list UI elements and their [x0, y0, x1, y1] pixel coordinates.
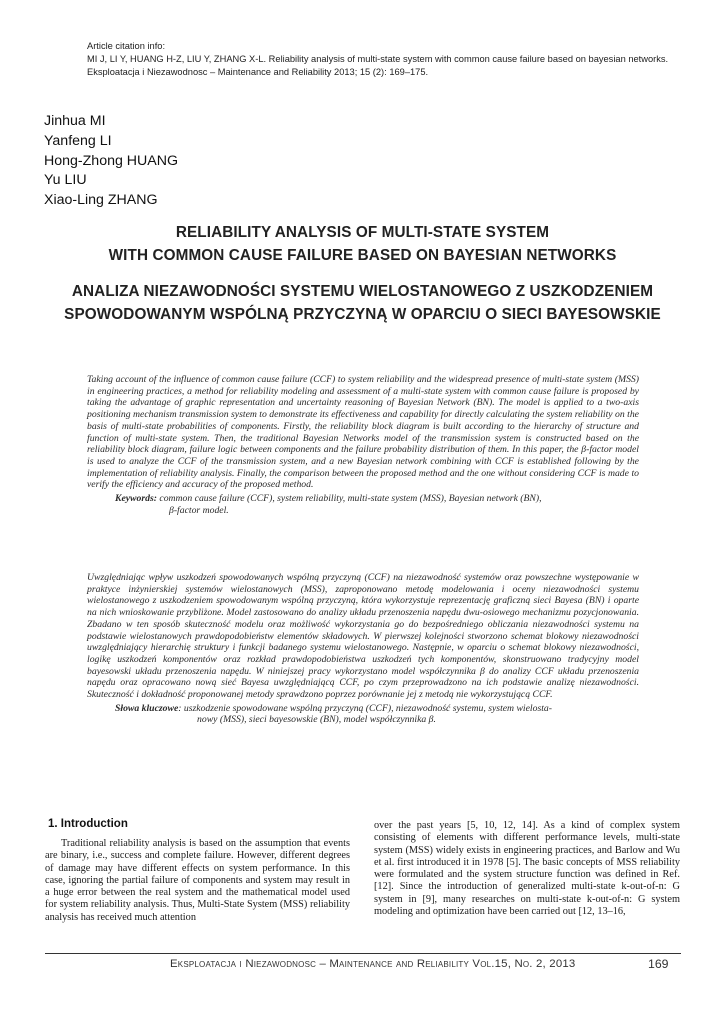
keywords-label: Keywords:	[115, 493, 157, 505]
author: Yu LIU	[44, 172, 87, 189]
title-english	[20, 222, 705, 268]
introduction-paragraph-left: Traditional reliability analysis is based on the assumption that events are binary, i.e., success and complete failure. However, different degrees of damage may have different effects on system performance. In this case, ignoring the partial failure of components and system may result in a huge error between the real system and the mathematical model used for system reliability analysis. Thus, Multi-State System (MSS) reliability analysis has received much attention	[45, 838, 350, 923]
citation-label: Article citation info:	[87, 41, 166, 51]
title-polish-line-1: ANALIZA NIEZAWODNOŚCI SYSTEMU WIELOSTANOWEGO Z USZKODZENIEM	[71, 283, 654, 300]
body-column-right	[374, 820, 680, 918]
keywords-polish-line-1: : uszkodzenie spowodowane wspólną przyczyną (CCF), niezawodność systemu, system wielosta-	[178, 702, 552, 714]
citation-line-1: MI J, LI Y, HUANG H-Z, LIU Y, ZHANG X-L. Reliability analysis of multi-state system with common cause failure based on bayesian networks.	[87, 53, 669, 64]
footer-divider	[45, 953, 681, 954]
keywords-polish	[87, 703, 639, 726]
title-polish-line-2: SPOWODOWANYM WSPÓLNĄ PRZYCZYNĄ W OPARCIU O SIECI BAYESOWSKIE	[64, 305, 661, 323]
abstract-polish	[87, 572, 639, 726]
title-english-line-1: RELIABILITY ANALYSIS OF MULTI-STATE SYSTEM	[175, 224, 550, 241]
author: Hong-Zhong HUANG	[44, 152, 179, 169]
footer-journal-name: Eksploatacja i Niezawodnosc – Maintenance and Reliability Vol.15, No. 2, 2013	[170, 958, 576, 970]
body-column-left	[45, 838, 350, 924]
citation-line-2: Eksploatacja i Niezawodnosc – Maintenance and Reliability 2013; 15 (2): 169–175.	[87, 66, 429, 77]
introduction-paragraph-right: over the past years [5, 10, 12, 14]. As a kind of complex system consisting of elements with different performance levels, multi-state system (MSS) widely exists in engineering practices, and Barlow and Wu et al. first introduced it in 1978 [5]. The basic concepts of MSS reliability were formulated and the system structure function was defined in Ref. [12]. Since the introduction of generalized multi-state k-out-of-n: G system in [9], many researches on multi-state k-out-of-n: G system modeling and optimization have been carried out [12, 13–16,	[374, 820, 680, 918]
article-citation	[87, 40, 687, 78]
author: Yanfeng LI	[44, 132, 112, 149]
abstract-english-text: Taking account of the influence of common cause failure (CCF) to system reliability and the widespread presence of multi-state system (MSS) in engineering practices, a method for reliability modeling and assessment of a multi-state system with common cause failure is proposed by taking the advantage of graphic representation and uncertainty reasoning of Bayesian Network (BN). The model is applied to a two-axis positioning mechanism transmission system to demonstrate its effectiveness and capability for directly calculating the system reliability on the basis of multi-state probabilities of components. Firstly, the reliability block diagram is built according to the hierarchy of structure and function of multi-state system. Then, the traditional Bayesian Networks model of the transmission system is constructed based on the reliability block diagram, failure logic between components and the failure probability distribution of them. In this paper, the β-factor model is used to analyze the CCF of the transmission system, and a new Bayesian network combining with CCF is established following by the implementation of reliability analysis. Finally, the comparison between the proposed method and the one without considering CCF is made to verify the efficiency and accuracy of the proposed method.	[87, 374, 639, 491]
footer-page-number: 169	[648, 957, 669, 971]
author: Jinhua MI	[44, 113, 106, 129]
author-list	[44, 112, 178, 211]
title-english-line-2: WITH COMMON CAUSE FAILURE BASED ON BAYESIAN NETWORKS	[108, 246, 617, 264]
keywords-english-line-1: common cause failure (CCF), system reliability, multi-state system (MSS), Bayesian network (BN),	[159, 493, 542, 505]
abstract-polish-text: Uwzględniając wpływ uszkodzeń spowodowanych wspólną przyczyną (CCF) na niezawodność systemów oraz powszechne występowanie w praktyce inżynierskiej systemów wielostanowych (MSS), zaproponowano metodę modelowania i oceny niezawodności systemu wielostanowego z uszkodzeniem spowodowanym wspólną przyczyną, która wykorzystuje reprezentację graficzną sieci Bayesa (BN) i oparte na nich wnioskowanie przybliżone. Model zastosowano do analizy układu przenoszenia napędu dwu-osiowego mechanizmu pozycjonowania. Zbadano w ten sposób skuteczność modelu oraz możliwość wykorzystania go do bezpośredniego obliczania niezawodności systemu na podstawie wielostanowych prawdopodobieństw elementów składowych. W pierwszej kolejności stworzono schemat blokowy niezawodności uwzględniający hierarchię struktury i funkcji badanego systemu wielostanowego. Następnie, w oparciu o schemat blokowy niezawodności, logikę uszkodzeń komponentów oraz rozkład prawdopodobieństwa uszkodzeń tych komponentów, skonstruowano tradycyjny model bayesowski układu przenoszenia napędu. W niniejszej pracy wykorzystano model współczynnika β do analizy CCF układu przenoszenia napędu oraz opracowano nową sieć Bayesa uwzględniającą CCF, po czym przeprowadzono na ich podstawie analizę niezawodności. Skuteczność i dokładność proponowanej metody sprawdzono poprzez porównanie jej z metodą nie wykorzystującą CCF.	[87, 572, 639, 701]
section-heading-introduction: 1. Introduction	[48, 818, 128, 830]
keywords-english-line-2: β-factor model.	[169, 504, 229, 516]
keywords-polish-line-2: nowy (MSS), sieci bayesowskie (BN), model współczynnika β.	[197, 714, 436, 726]
title-polish	[20, 281, 705, 327]
abstract-english	[87, 374, 639, 516]
author: Xiao-Ling ZHANG	[44, 192, 158, 209]
keywords-polish-label: Słowa kluczowe	[115, 702, 179, 714]
keywords-english	[87, 493, 639, 516]
